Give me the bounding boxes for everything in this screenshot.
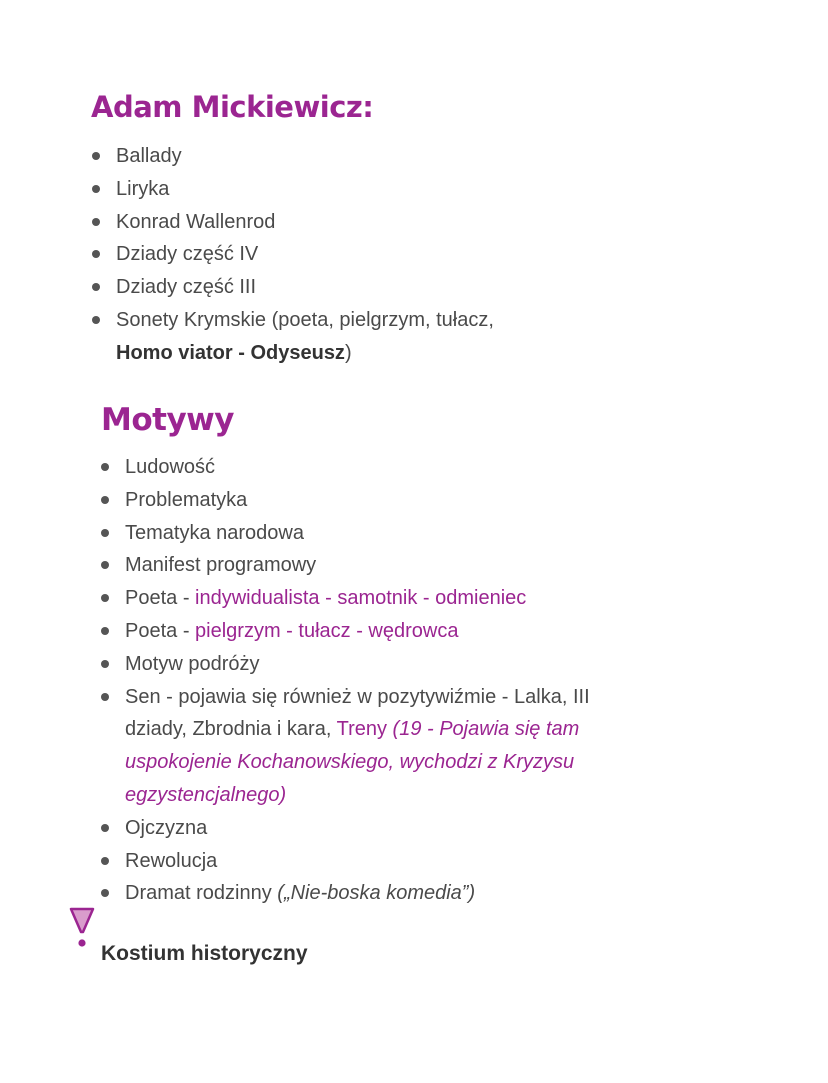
item-text: Dramat rodzinny bbox=[125, 882, 278, 905]
list-item: Manifest programowy bbox=[100, 549, 590, 582]
author-heading: Adam Mickiewicz: bbox=[91, 90, 374, 124]
item-prefix: Poeta - bbox=[125, 587, 196, 610]
list-item bbox=[100, 681, 590, 812]
list-item: Konrad Wallenrod bbox=[91, 206, 494, 239]
exclamation-icon bbox=[69, 906, 95, 950]
list-item: Tematyka narodowa bbox=[100, 517, 590, 550]
list-item: Ballady bbox=[91, 140, 494, 173]
list-item bbox=[91, 304, 494, 370]
list-item bbox=[100, 877, 590, 910]
motifs-list bbox=[100, 451, 590, 910]
italic-note: (19 - Pojawia się tam bbox=[386, 718, 580, 741]
list-item: Motyw podróży bbox=[100, 648, 590, 681]
bold-phrase: Homo viator - Odyseusz bbox=[116, 341, 345, 364]
list-item: Dziady część IV bbox=[91, 238, 494, 271]
note-text: Kostium historyczny bbox=[101, 942, 308, 965]
list-item: Ludowość bbox=[100, 451, 590, 484]
list-item: Liryka bbox=[91, 173, 494, 206]
italic-note: uspokojenie Kochanowskiego, wychodzi z Kryzysu bbox=[125, 751, 575, 774]
italic-note: egzystencjalnego) bbox=[125, 783, 287, 806]
list-item: Rewolucja bbox=[100, 845, 590, 878]
item-prefix: Poeta - bbox=[125, 619, 196, 642]
list-item: Problematyka bbox=[100, 484, 590, 517]
closing-paren: ) bbox=[344, 341, 352, 364]
list-item: Dziady część III bbox=[91, 271, 494, 304]
highlight-text: pielgrzym - tułacz - wędrowca bbox=[195, 619, 459, 642]
item-text: Sen - pojawia się również w pozytywiźmie - Lalka, III bbox=[125, 685, 590, 708]
highlight-text: Treny bbox=[336, 718, 387, 741]
list-item bbox=[100, 582, 590, 615]
list-item: Ojczyzna bbox=[100, 812, 590, 845]
italic-title: („Nie-boska komedia”) bbox=[277, 882, 476, 905]
item-text: Sonety Krymskie (poeta, pielgrzym, tułacz, bbox=[116, 308, 494, 331]
highlight-text: indywidualista - samotnik - odmieniec bbox=[195, 587, 527, 610]
item-text: dziady, Zbrodnia i kara, bbox=[125, 718, 337, 741]
list-item bbox=[100, 615, 590, 648]
motifs-heading: Motywy bbox=[101, 402, 235, 438]
works-list bbox=[91, 140, 494, 370]
